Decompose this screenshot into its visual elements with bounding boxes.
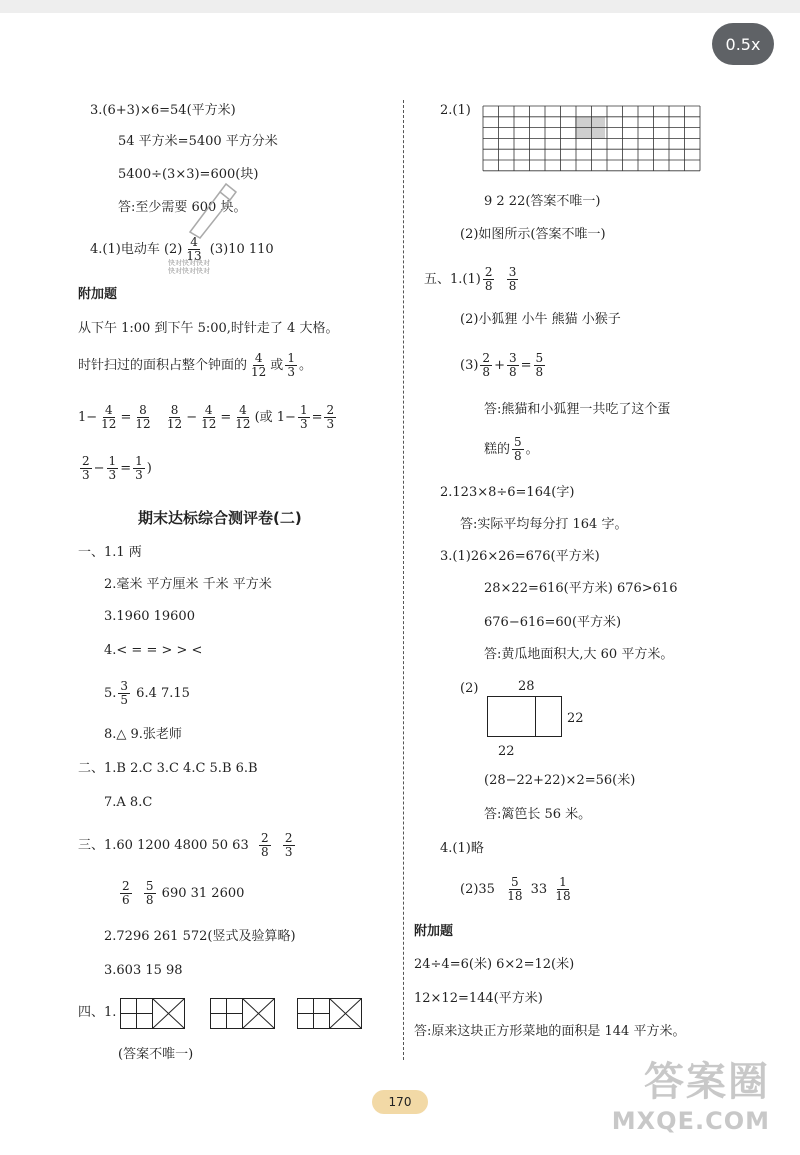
fraction: $\frac{1}{3}$ xyxy=(135,454,143,483)
answer-line: 2.毫米 平方厘米 千米 平方米 xyxy=(104,577,272,592)
answer-line: 糕的 $\frac{5}{8}$ 。 xyxy=(484,435,539,464)
answer-line: 3.(6+3)×6=54(平方米) xyxy=(90,103,236,118)
answer-line: 2.(1) xyxy=(440,103,471,118)
answer-line: (2)35 $\frac{5}{18}$ 33 $\frac{1}{18}$ xyxy=(460,875,571,904)
fraction: $\frac{2}{8}$ xyxy=(484,265,493,294)
top-bar xyxy=(0,0,800,13)
fraction: $\frac{1}{3}$ xyxy=(108,454,117,483)
answer-line: 8.△ 9.张老师 xyxy=(104,727,182,742)
answer-line: 4.< = = > > < xyxy=(104,643,203,658)
column-divider xyxy=(403,100,404,1060)
fraction: $\frac{2}{6}$ xyxy=(122,879,130,908)
answer-line: 三、1.60 1200 4800 50 63 $\frac{2}{8}$ $\frac{2}{3}$ xyxy=(78,831,293,860)
fraction: $\frac{5}{8}$ xyxy=(514,435,522,464)
answer-line: 从下午 1:00 到下午 5:00,时针走了 4 大格。 xyxy=(78,321,339,336)
section-title: 期末达标综合测评卷(二) xyxy=(138,509,302,527)
answer-line: (28−22+22)×2=56(米) xyxy=(484,773,636,788)
answer-line: 3.1960 19600 xyxy=(104,609,195,624)
fraction: $\frac{2}{8}$ xyxy=(261,831,269,860)
answer-line: 9 2 22(答案不唯一) xyxy=(484,194,601,209)
answer-line: 24÷4=6(米) 6×2=12(米) xyxy=(414,957,575,972)
answer-line: 5400÷(3×3)=600(块) xyxy=(118,167,259,182)
dimension-label: 28 xyxy=(518,679,535,694)
fraction: $\frac{2}{3}$ xyxy=(284,831,293,860)
answer-line: 3.(1)26×26=676(平方米) xyxy=(440,549,600,564)
fraction: $\frac{5}{8}$ xyxy=(535,351,544,380)
page-number: 170 xyxy=(372,1090,428,1114)
answer-line: 答:至少需要 600 块。 xyxy=(118,200,247,215)
answer-line: 时针扫过的面积占整个钟面的 $\frac{4}{12}$ 或 $\frac{1}{3}$ 。 xyxy=(78,351,312,380)
answer-line: 2.7296 261 572(竖式及验算略) xyxy=(104,929,296,944)
zoom-badge[interactable]: 0.5x xyxy=(712,23,774,65)
answer-line: 7.A 8.C xyxy=(104,795,153,810)
answer-line: 四、1. xyxy=(78,1005,117,1020)
dimension-label: 22 xyxy=(567,711,584,726)
division-diagram xyxy=(120,998,362,1030)
grid-diagram xyxy=(483,106,705,172)
answer-line: $\frac{2}{6}$ $\frac{5}{8}$ 690 31 2600 xyxy=(122,879,245,908)
fraction: $\frac{4}{12}$ xyxy=(235,403,251,432)
fraction: $\frac{4}{12}$ xyxy=(251,351,267,380)
answer-line: 5. $\frac{3}{5}$ 6.4 7.15 xyxy=(104,679,190,708)
section-heading: 附加题 xyxy=(414,924,454,939)
answer-line: 答:黄瓜地面积大,大 60 平方米。 xyxy=(484,647,674,662)
answer-line: 答:篱笆长 56 米。 xyxy=(484,807,592,822)
fraction: $\frac{8}{12}$ xyxy=(166,403,183,432)
answer-line: 一、1.1 两 xyxy=(78,545,142,560)
fraction: $\frac{2}{3}$ xyxy=(82,454,90,483)
answer-line: 二、1.B 2.C 3.C 4.C 5.B 6.B xyxy=(78,761,258,776)
fraction: $\frac{3}{5}$ xyxy=(120,679,129,708)
fraction: $\frac{5}{18}$ xyxy=(507,875,523,904)
answer-line: (2) xyxy=(460,681,479,696)
fraction: $\frac{2}{3}$ xyxy=(326,403,335,432)
answer-line: 答:熊猫和小狐狸一共吃了这个蛋 xyxy=(484,402,671,417)
answer-line: 2.123×8÷6=164(字) xyxy=(440,485,575,500)
section-heading: 附加题 xyxy=(78,287,118,302)
answer-line: 12×12=144(平方米) xyxy=(414,991,543,1006)
answer-line: 五、1.(1) $\frac{2}{8}$ $\frac{3}{8}$ xyxy=(424,265,517,294)
answer-line: 54 平方米=5400 平方分米 xyxy=(118,134,278,149)
fraction: $\frac{4}{12}$ xyxy=(201,403,217,432)
dimension-label: 22 xyxy=(498,744,515,759)
answer-line: 28×22=616(平方米) 676>616 xyxy=(484,581,678,596)
answer-line: (2)小狐狸 小牛 熊猫 小猴子 xyxy=(460,312,621,327)
rectangle-diagram xyxy=(487,696,563,738)
answer-line: 4.(1)略 xyxy=(440,841,484,856)
answer-line: 4.(1)电动车 (2) $\frac{4}{13}$ (3)10 110 xyxy=(90,235,274,264)
answer-line: 676−616=60(平方米) xyxy=(484,615,622,630)
watermark-logo: 答案圈 MXQE.COM xyxy=(611,1059,770,1135)
fraction: $\frac{2}{8}$ xyxy=(482,351,491,380)
answer-line: (答案不唯一) xyxy=(118,1047,194,1062)
fraction: $\frac{3}{8}$ xyxy=(508,265,517,294)
answer-line: $\frac{2}{3}$ − $\frac{1}{3}$ = $\frac{1}{3}$ ) xyxy=(82,454,152,483)
fraction: $\frac{4}{12}$ xyxy=(101,403,117,432)
fraction: $\frac{5}{8}$ xyxy=(145,879,154,908)
answer-line: 答:实际平均每分打 164 字。 xyxy=(460,517,628,532)
fraction: $\frac{4}{13}$ xyxy=(186,235,202,264)
fraction: $\frac{1}{3}$ xyxy=(299,403,308,432)
answer-line: 答:原来这块正方形菜地的面积是 144 平方米。 xyxy=(414,1024,686,1039)
fraction: $\frac{3}{8}$ xyxy=(508,351,517,380)
fraction: $\frac{8}{12}$ xyxy=(135,403,151,432)
answer-line: 1− $\frac{4}{12}$ = $\frac{8}{12}$ $\frac{8}{12}$ − $\frac{4}{12}$ = $\frac{4}{12}$ (或 1− $\frac{1}{3}$ = $\frac{2}{3}$ xyxy=(78,403,335,432)
answer-line: (3) $\frac{2}{8}$ + $\frac{3}{8}$ = $\frac{5}{8}$ xyxy=(460,351,544,380)
fraction: $\frac{1}{3}$ xyxy=(287,351,295,380)
pen-icon xyxy=(180,180,240,240)
answer-line: 3.603 15 98 xyxy=(104,963,183,978)
stamp-text: 快对快对快对 快对快对快对 xyxy=(168,259,210,275)
answer-line: (2)如图所示(答案不唯一) xyxy=(460,227,606,242)
fraction: $\frac{1}{18}$ xyxy=(555,875,571,904)
